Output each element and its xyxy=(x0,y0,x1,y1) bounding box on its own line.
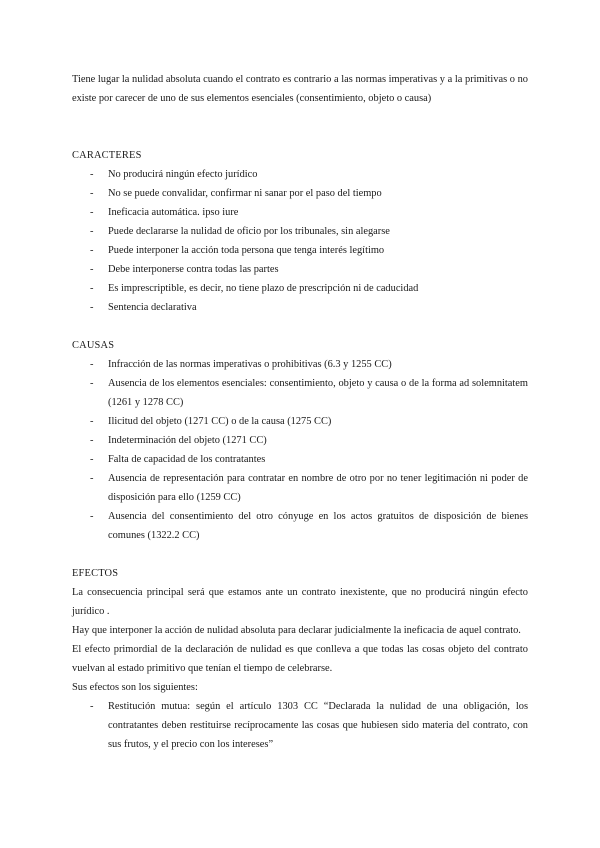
list-item: - Indeterminación del objeto (1271 CC) xyxy=(72,431,528,450)
efectos-heading: EFECTOS xyxy=(72,568,119,579)
document-page xyxy=(72,70,528,754)
list-item: - Es imprescriptible, es decir, no tiene plazo de prescripción ni de caducidad xyxy=(72,279,528,298)
list-item: - Ausencia del consentimiento del otro cónyuge en los actos gratuitos de disposición de bienes comunes (1322.2 CC) xyxy=(72,507,528,545)
list-item: - Puede declararse la nulidad de oficio por los tribunales, sin alegarse xyxy=(72,222,528,241)
list-item: - Debe interponerse contra todas las partes xyxy=(72,260,528,279)
caracteres-list xyxy=(72,165,528,317)
list-item: - Puede interponer la acción toda persona que tenga interés legítimo xyxy=(72,241,528,260)
efectos-list xyxy=(72,697,528,754)
list-item: - Ineficacia automática. ipso iure xyxy=(72,203,528,222)
list-item: - Ausencia de los elementos esenciales: consentimiento, objeto y causa o de la forma ad solemnitatem (1261 y 1278 CC) xyxy=(72,374,528,412)
efectos-paragraph: Hay que interponer la acción de nulidad absoluta para declarar judicialmente la ineficacia de aquel contrato. xyxy=(72,625,521,636)
list-item: - No producirá ningún efecto jurídico xyxy=(72,165,528,184)
list-item: - Sentencia declarativa xyxy=(72,298,528,317)
list-item: - Ilicitud del objeto (1271 CC) o de la causa (1275 CC) xyxy=(72,412,528,431)
list-item: - Infracción de las normas imperativas o prohibitivas (6.3 y 1255 CC) xyxy=(72,355,528,374)
intro-paragraph: Tiene lugar la nulidad absoluta cuando el contrato es contrario a las normas imperativas y a la primitivas o no existe por carecer de uno de sus elementos esenciales (consentimiento, objeto o causa) xyxy=(72,74,528,104)
efectos-paragraph: Sus efectos son los siguientes: xyxy=(72,682,198,693)
list-item: - No se puede convalidar, confirmar ni sanar por el paso del tiempo xyxy=(72,184,528,203)
caracteres-heading: CARACTERES xyxy=(72,150,142,161)
causas-heading: CAUSAS xyxy=(72,340,115,351)
list-item: - Ausencia de representación para contratar en nombre de otro por no tener legitimación ni poder de disposición para ello (1259 CC) xyxy=(72,469,528,507)
causas-list xyxy=(72,355,528,545)
efectos-paragraph: El efecto primordial de la declaración de nulidad es que conlleva a que todas las cosas objeto del contrato vuelvan al estado primitivo que tenían el tiempo de celebrarse. xyxy=(72,644,528,674)
list-item: - Restitución mutua: según el artículo 1303 CC “Declarada la nulidad de una obligación, los contratantes deben restituirse recíprocamente las cosas que hubiesen sido materia del contrato, con sus frutos, y el precio con los intereses” xyxy=(72,697,528,754)
efectos-paragraph: La consecuencia principal será que estamos ante un contrato inexistente, que no producirá ningún efecto jurídico . xyxy=(72,587,528,617)
list-item: - Falta de capacidad de los contratantes xyxy=(72,450,528,469)
